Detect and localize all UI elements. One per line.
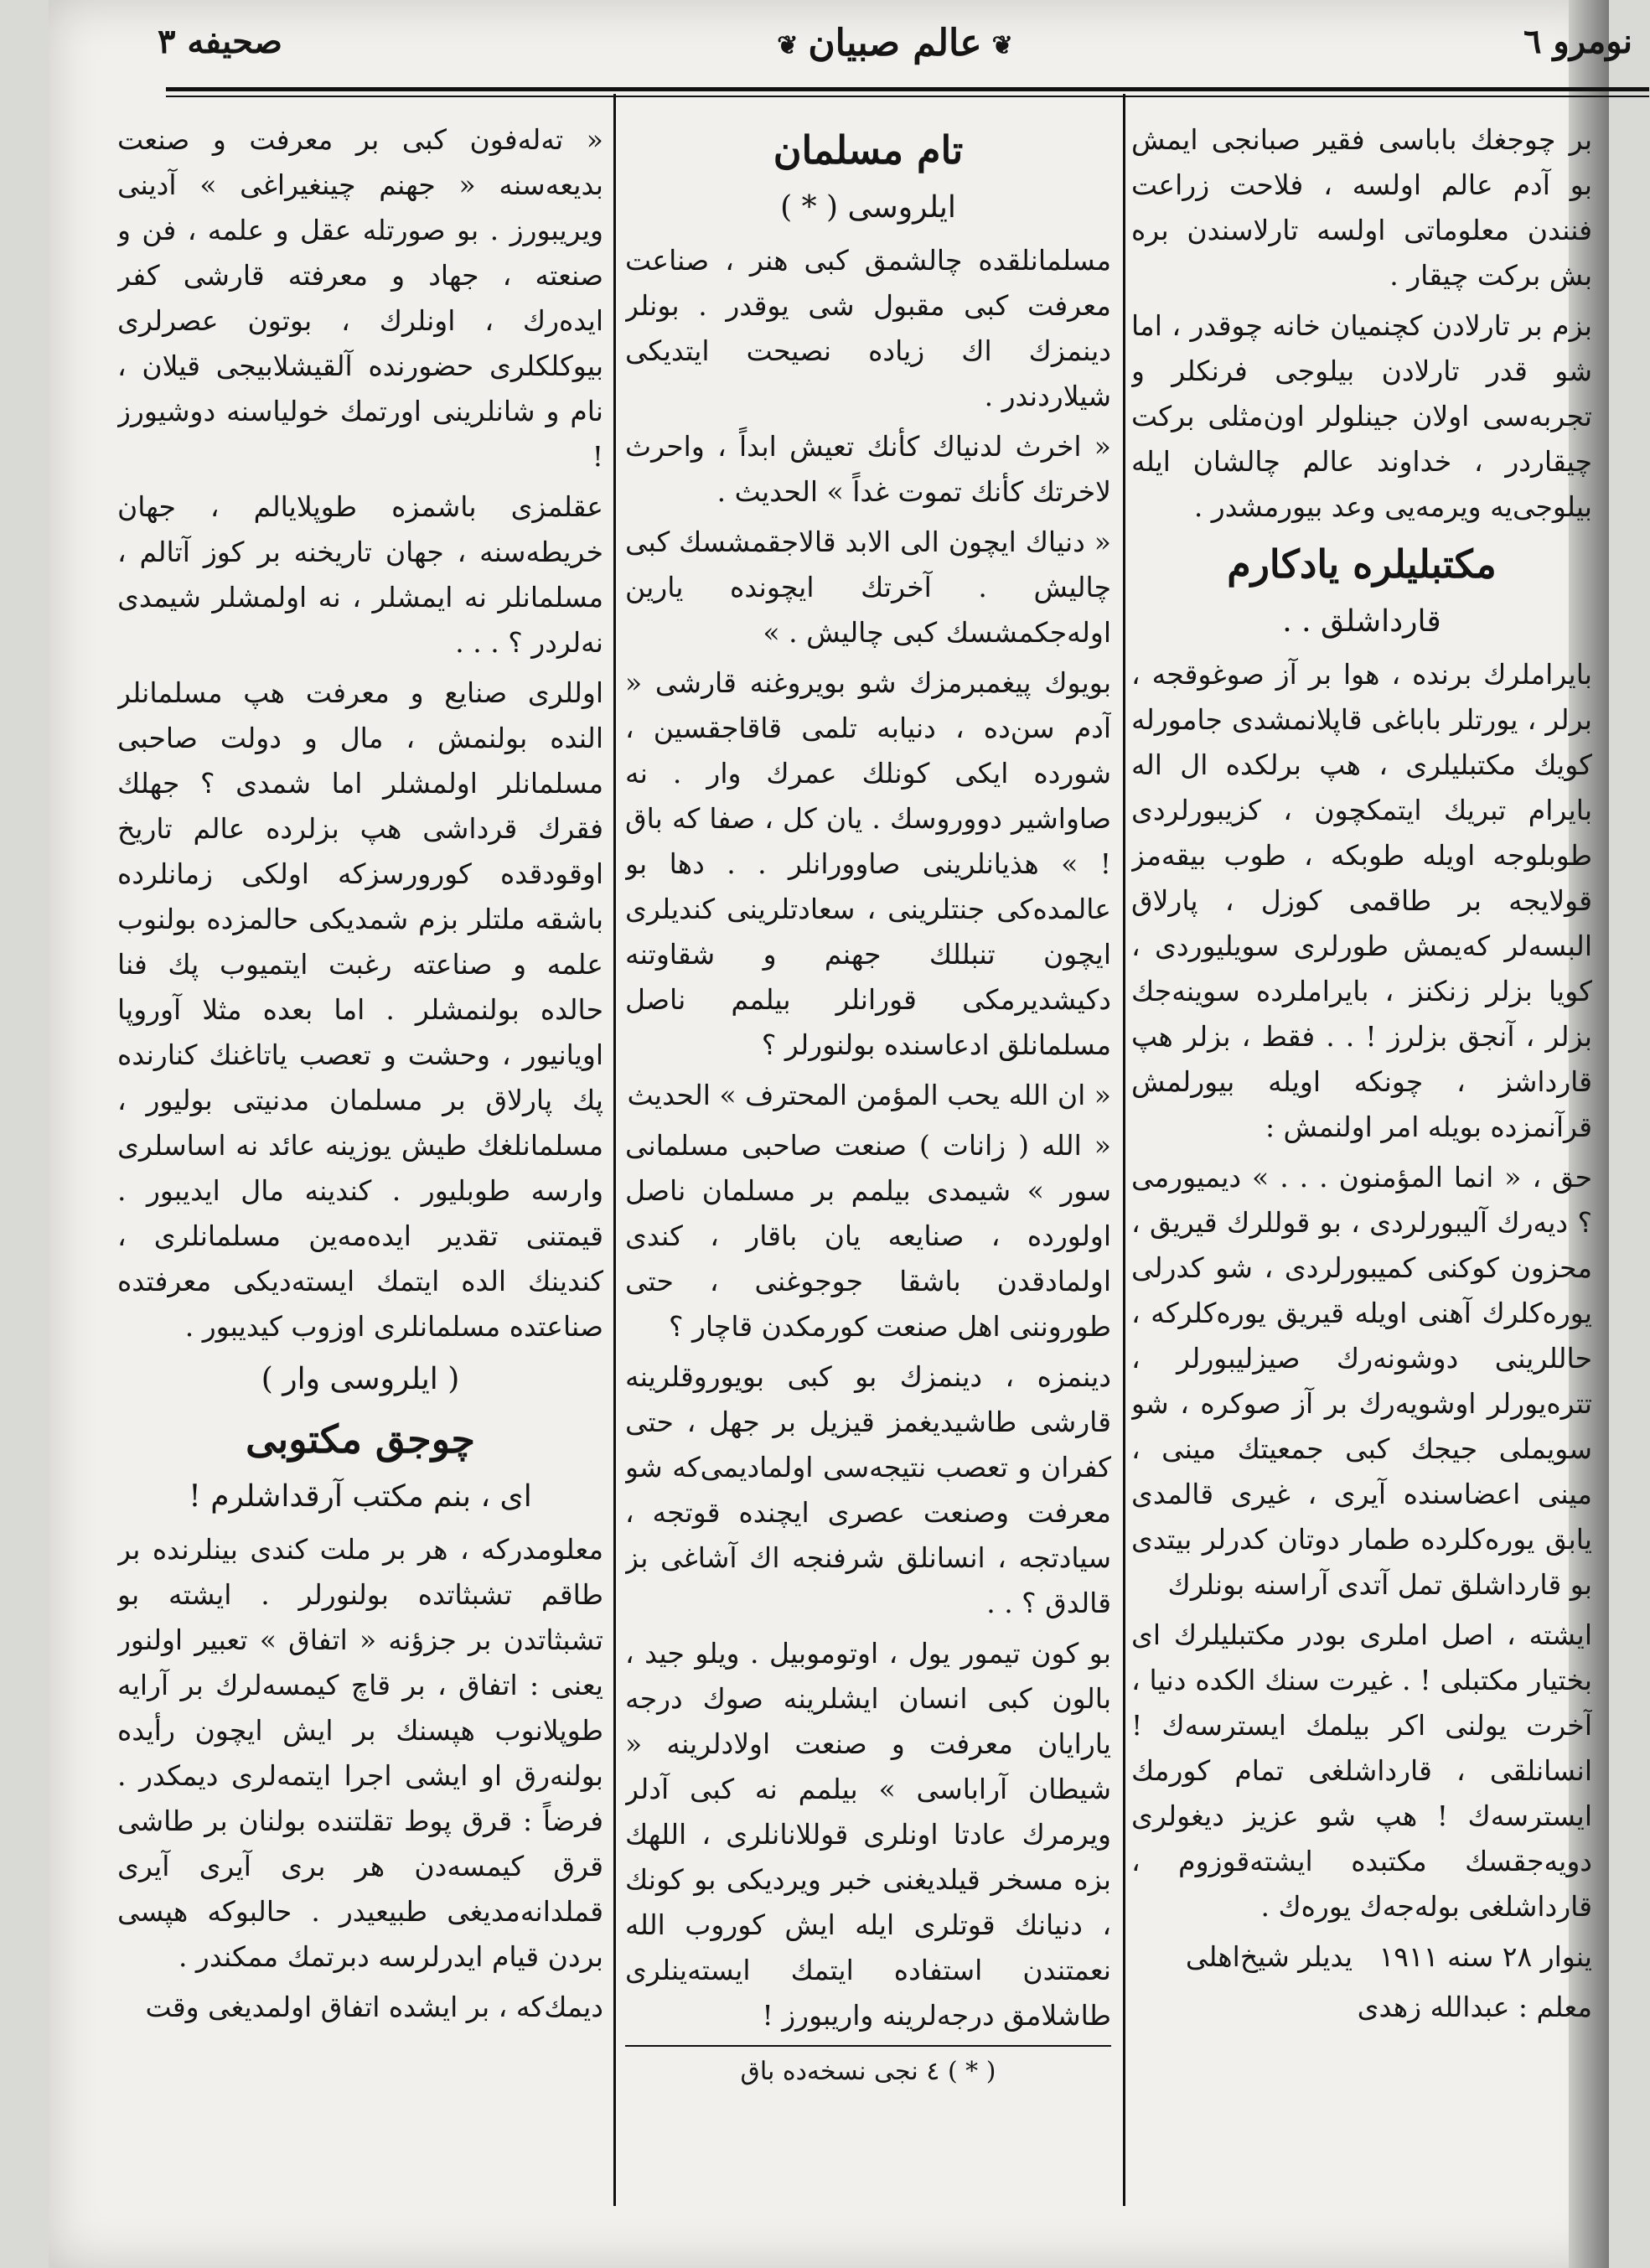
ornament-icon: ❦ <box>777 31 799 60</box>
paragraph: بو کون تیمور یول ، اوتوموبیل . ویلو جید ، بالون کبی انسان ایشلرینه صوك درجه یارایان معرفت و صنعت اولادلرینه « شیطان آراباسی » بیلمم نه کبی آدلر ویرمرك عادتا اونلری قوللانانلری ، اللهك بزه مسخر قیلدیغنی خبر ویردیکی بو کونك ، دنیانك قوتلری ایله ایش کوروب الله نعمتندن استفاده ایتمك ایسته‌ینلری طاشلامق درجه‌لرینه واریبورز ! <box>625 1637 1111 2032</box>
paragraph: « تەلەفون کبی بر معرفت و صنعت بدیعه‌سنه « جهنم چینغیراغی » آدینی ویریبورز . بو صورتله عقل و علمه ، فن و صنعته ، جهاد و معرفته قارشی کفر ایده‌رك ، اونلرك ، بوتون عصرلری بیوکلکلری حضورنده آلقیشلابیجی قیلان ، نام و شانلرینی اورتمك خولیاسنه دوشیورز ! <box>117 123 603 473</box>
right-column <box>1131 117 1592 2162</box>
paragraph: اوللری صنایع و معرفت هپ مسلمانلر النده بولنمش ، مال و دولت صاحبی مسلمانلر اولمشلر اما شمدی ؟ جهلك فقرك قرداشی هپ بزلرده عالم تاریخ اوقودقده کورورسزکه اولکی زمانلرده باشقه ملتلر بزم شمدیکی حالمزده بولنوب علمه و صناعته رغبت ایتمیوب پك فنا حالده بولنمشلر . اما بعده مثلا آوروپا اویانیور ، وحشت و تعصب یاتاغنك کنارنده پك پارلاق بر مسلمان مدنیتی بولیور ، مسلمانلغك طیش یوزینه عائد نه اساسلری وارسه طوبلیور . کندینه مال ایدیبور . قیمتنی تقدیر ایده‌مه‌ین مسلمانلری ، کندینك الده ایتمك ایسته‌دیکی معرفتده صناعتده مسلمانلری اوزوب کیدیبور . <box>117 676 603 1343</box>
article-title: مکتبلیلره یادکارم <box>1227 541 1497 587</box>
continued-note: ( ایلروسی وار ) <box>261 1362 460 1396</box>
page-number: صحیفه ٣ <box>158 22 282 61</box>
paragraph: معلومدرکه ، هر بر ملت کندی بینلرنده بر طاقم تشبثاتده بولنورلر . ایشته بو تشبثاتدن بر جزؤنه « اتفاق » تعبیر اولنور یعنی : اتفاق ، بر قاچ کیمسه‌لرك بر آرایه طوپلانوب هپسنك بر ایش ایچون رأیده بولنه‌رق او ایشی اجرا ایتمه‌لری دیمکدر . فرضاً : قرق پوط تقلتنده بولنان بر طاشی قرق کیمسه‌دن هر بری آیری آیری قملدانه‌مدیغی طبیعیدر . حالبوکه هپسی بردن قیام ایدرلرسه دبرتمك ممکندر . <box>117 1533 603 1973</box>
article-subtitle: قارداشلق . . <box>1282 604 1441 639</box>
paragraph: بر چوجغك باباسی فقیر صبانجی ایمش بو آدم عالم اولسه ، فلاحت زراعت فنندن معلوماتی اولسه تارلاسندن بره بش برکت چیقار . <box>1131 123 1592 292</box>
paragraph: دینمزه ، دینمزك بو کبی بویوروقلرینه قارشی طاشیدیغمز قیزیل بر جهل ، حتی کفران و تعصب نتیجه‌سی اولمادیمی‌که شو معرفت وصنعت عصری ایچنده قوتجه ، سیادتجه ، انسانلق شرفنجه اك آشاغی بز قالدق ؟ . . <box>625 1360 1111 1619</box>
newspaper-title-text: عالم صبیان <box>808 22 982 65</box>
footnote-rule <box>625 2045 1111 2047</box>
greeting: ای ، بنم مکتب آرقداشلرم ! <box>189 1479 532 1514</box>
paragraph: « دنیاك ایچون الی الابد قالاجقمشسك کبی چالیش . آخرتك ایچونده یارین اوله‌جکمشسك کبی چالیش . » <box>625 526 1111 649</box>
paragraph: بزم بر تارلادن کچنمیان خانه چوقدر ، اما شو قدر تارلادن بیلوجی فرنکلر و تجربه‌سی اولان جینلولر اون‌مثلی برکت چیقاردر ، خداوند عالم چالشان ایله بیلوجی‌یه ویرمه‌یی وعد بیورمشدر . <box>1131 309 1592 523</box>
paragraph: « ان الله یحب المؤمن المحترف » الحدیث <box>627 1079 1111 1111</box>
paragraph: « الله ( زانات ) صنعت صاحبی مسلمانی سور » شیمدی بیلمم بر مسلمان ناصل اولورده ، صنایعه یان باقار ، کندی اولمادقدن باشقا جوجوغنی ، حتی طوروننی اهل صنعت کورمکدن قاچار ؟ <box>625 1129 1111 1343</box>
paragraph: ایشته ، اصل املری بودر مکتبلیلرك ای بختیار مکتبلی ! . غیرت سنك الکده دنیا ، آخرت یولنی اکر بیلمك ایسترسه‌ك ! انسانلقی ، قارداشلغی تمام کورمك ایسترسه‌ك ! هپ شو عزیز دیغولری دویه‌جقسك مکتبده ایشته‌قوزوم ، قارداشلغی بوله‌جه‌ك یوره‌ك . <box>1131 1618 1592 1923</box>
newspaper-page <box>49 0 1632 2268</box>
header-rule <box>166 87 1649 91</box>
header-rule-thin <box>166 96 1649 97</box>
dateline <box>1131 1934 1592 1980</box>
newspaper-title <box>767 22 1023 65</box>
paragraph: « اخرث لدنیاك کأنك تعیش ابداً ، واحرث لاخرتك کأنك تموت غداً » الحدیث . <box>625 430 1111 508</box>
paragraph: دیمك‌که ، بر ایشده اتفاق اولمدیغی وقت <box>145 1991 603 2023</box>
article-title: تام مسلمان <box>773 127 964 173</box>
left-column <box>117 117 603 2162</box>
paragraph: بویوك پیغمبرمزك شو بویروغنه قارشی « آدم سن‌ده ، دنیابه تلمی قاقاجقسین ، شورده ایکی کونلك عمرك وار . نه صاواشیر دووروسك . یان کل ، صفا که باق ! » هذیانلرینی صاوورانلر . . دها بو عالمده‌کی جنتلرینی ، سعادتلرینی کندیلری ایچون تنبللك جهنم و شقاوتنه دکیشدیرمکی قورانلر بیلمم ناصل مسلمانلق ادعاسنده بولنورلر ؟ <box>625 666 1111 1061</box>
paragraph: حق ، « انما المؤمنون . . . » دیمیورمی ؟ دیه‌رك آلیبورلردی ، بو قوللرك قیریق ، محزون کوکنی کمیبورلردی ، شو کدرلی یوره‌کلرك آهنی اویله قیریق یوره‌کلرکه ، حاللرینی دوشونه‌رك صیزلیبورلر ، تتره‌یورلر اوشویه‌رك بر آز صوکره ، شو سویملی جیجك کبی جمعیتك مینی ، مینی اعضاسنده آیری ، غیری قالمدی یابق یوره‌کلرده طمار دوتان کدرلر بیتدی بو قارداشلق تمل آتدی آراسنه بونلرك <box>1131 1161 1592 1601</box>
column-divider <box>613 94 616 2206</box>
paragraph: بایراملرك برنده ، هوا بر آز صوغوقجه ، برلر ، یورتلر باباغی قاپلانمشدی جامورله کویك مکتبلیلری ، هپ برلکده ال اله بایرام تبریك ایتمکچون ، کزیبورلردی طوبلوجه اویله طوبکه ، طوب بیقه‌مز قولایجه بر طاقمی کوزل ، پارلاق البسه‌لر که‌یمش طورلری سویلیوردی ، کویا بزلر زنکنز ، بایراملرده سوینه‌جك بزلر ، آنجق بزلرز ! . . فقط ، بزلر هپ قارداشز ، چونکه اویله بیورلمش قرآنمزده بویله امر اولنمش : <box>1131 658 1592 1143</box>
column-divider <box>1123 94 1125 2206</box>
date: ینوار ٢٨ سنه ١٩١١ <box>1378 1940 1592 1973</box>
paragraph: مسلمانلقده چالشمق کبی هنر ، صناعت معرفت کبی مقبول شی یوقدر . بونلر دینمزك اك زیاده نصیحت ایتدیکی شیلاردندر . <box>625 244 1111 412</box>
issue-number: نومرو ٦ <box>1523 22 1632 61</box>
signature-place: یدیلر شیخ‌اهلی <box>1185 1940 1353 1973</box>
masthead <box>158 15 1632 82</box>
article-title: چوجق مکتوبی <box>246 1416 475 1462</box>
middle-column <box>625 117 1111 2162</box>
paragraph: عقلمزی باشمزه طوپلایالم ، جهان خریطه‌سنه ، جهان تاریخنه بر کوز آتالم ، مسلمانلر نه ایمشلر ، نه اولمشلر شیمدی نه‌لردر ؟ . . . <box>117 490 603 659</box>
article-subtitle: ایلروسی ( * ) <box>780 190 956 225</box>
footnote: ( * ) ٤ نجی نسخه‌ده باق <box>740 2057 996 2086</box>
signature: معلم : عبدالله زهدی <box>1357 1991 1592 2023</box>
ornament-icon: ❦ <box>991 31 1013 60</box>
